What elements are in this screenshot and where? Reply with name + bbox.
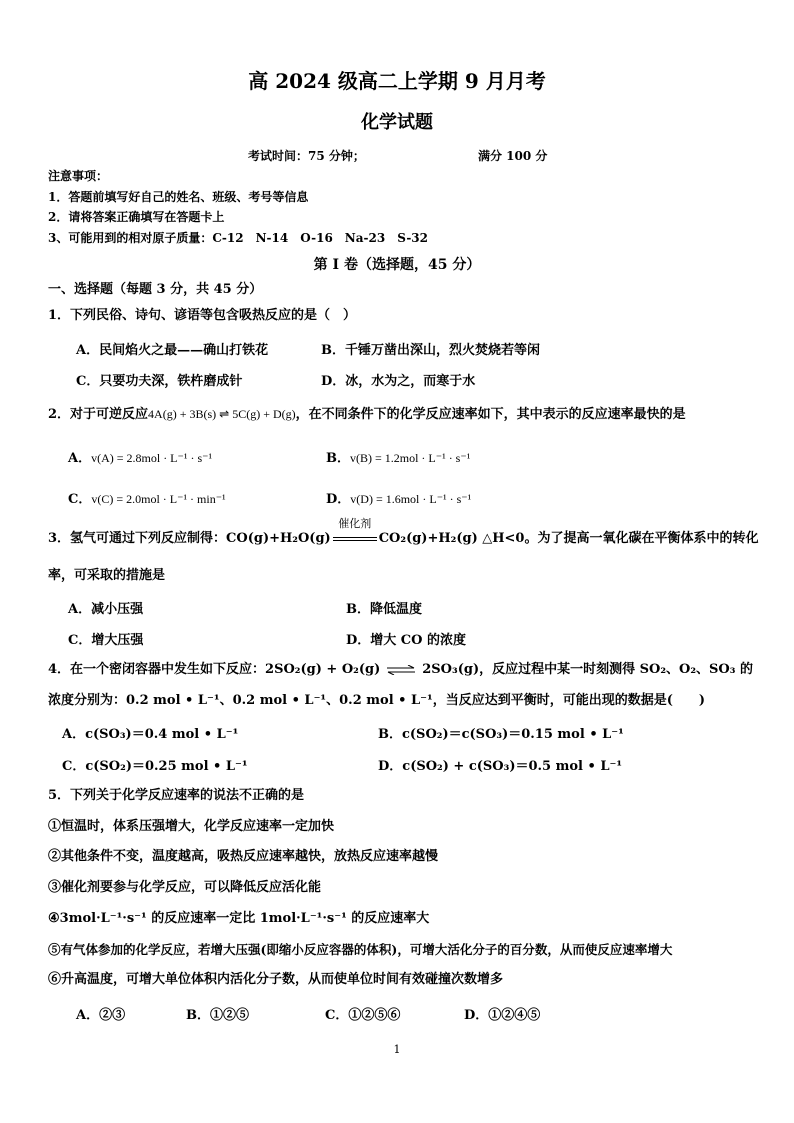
notes-item-3: 3、可能用到的相对原子质量：C-12 N-14 O-16 Na-23 S-32 [48,231,429,245]
q1-stem: 1．下列民俗、诗句、谚语等包含吸热反应的是（ ） [48,308,357,323]
q5-statement-4: ④3mol·L⁻¹·s⁻¹ 的反应速率一定比 1mol·L⁻¹·s⁻¹ 的反应速率大 [48,911,430,926]
q4-option-d: D．c(SO₂) + c(SO₃)＝0.5 mol • L⁻¹ [378,759,623,774]
q5-option-b: B．①②⑤ [186,1008,249,1023]
catalyst-label: 催化剂 [338,517,372,530]
q5-statement-5: ⑤有气体参加的化学反应，若增大压强(即缩小反应容器的体积)，可增大活化分子的百分数，从而使反应速率增大 [48,942,673,957]
q3-option-b: B．降低温度 [346,602,422,617]
q2-option-c-label: C． [68,492,92,507]
q5-stem: 5．下列关于化学反应速率的说法不正确的是 [48,788,305,803]
q2-option-c [68,488,226,507]
q3-stem-line2: 率，可采取的措施是 [48,568,166,583]
section-heading: 一、选择题（每题 3 分，共 45 分） [48,282,263,297]
q5-statement-2: ②其他条件不变，温度越高，吸热反应速率越快，放热反应速率越慢 [48,849,439,864]
q4-option-c: C．c(SO₂)＝0.25 mol • L⁻¹ [62,759,248,774]
exam-title: 高 2024 级高二上学期 9 月月考 [248,69,546,93]
q2-reaction: 4A(g) + 3B(s) ⇌ 5C(g) + D(g) [148,407,296,421]
q3-stem-pre: 3．氢气可通过下列反应制得：CO(g)+H₂O(g) [48,531,331,546]
q2-stem-pre: 2．对于可逆反应 [48,407,149,422]
q3-option-d: D．增大 CO 的浓度 [346,633,466,648]
q5-option-d: D．①②④⑤ [464,1008,541,1023]
q2-option-b [326,447,470,466]
q5-statement-6: ⑥升高温度，可增大单位体积内活化分子数，从而使单位时间有效碰撞次数增多 [48,972,504,987]
q2-option-a-value: v(A) = 2.8mol · L⁻¹ · s⁻¹ [91,451,213,465]
q4-stem-pre: 4．在一个密闭容器中发生如下反应：2SO₂(g) + O₂(g) [48,662,381,677]
q2-option-c-value: v(C) = 2.0mol · L⁻¹ · min⁻¹ [91,492,226,506]
q5-statement-1: ①恒温时，体系压强增大，化学反应速率一定加快 [48,819,335,834]
q3-option-a: A．减小压强 [68,602,144,617]
catalyst-arrow [333,517,377,548]
q5-statement-3: ③催化剂要参与化学反应，可以降低反应活化能 [48,880,322,895]
q3-option-c: C．增大压强 [68,633,144,648]
q2-option-b-value: v(B) = 1.2mol · L⁻¹ · s⁻¹ [350,451,471,465]
q5-option-a: A．②③ [76,1008,126,1023]
q4-option-a: A．c(SO₃)＝0.4 mol • L⁻¹ [62,727,239,742]
q2-option-d [326,488,471,507]
q1-option-c: C．只要功夫深，铁杵磨成针 [76,374,243,389]
q2-option-d-label: D． [326,492,351,507]
notes-item-2: 2．请将答案正确填写在答题卡上 [48,210,225,224]
q2-option-b-label: B． [326,451,350,466]
q2-option-d-value: v(D) = 1.6mol · L⁻¹ · s⁻¹ [350,492,472,506]
exam-subtitle: 化学试题 [361,112,433,133]
q2-option-a [68,447,212,466]
exam-time: 考试时间：75 分钟； [248,149,365,163]
q1-option-b: B．千锤万凿出深山，烈火焚烧若等闲 [321,343,540,358]
part1-heading: 第 I 卷（选择题，45 分） [313,257,481,273]
q1-option-d: D．冰，水为之，而寒于水 [321,374,476,389]
q4-stem-post: 2SO₃(g)，反应过程中某一时刻测得 SO₂、O₂、SO₃ 的 [422,662,753,677]
page-number: 1 [393,1043,401,1056]
q5-option-c: C．①②⑤⑥ [325,1008,401,1023]
q4-stem-line2: 浓度分别为：0.2 mol • L⁻¹、0.2 mol • L⁻¹、0.2 mol • L⁻¹，当反应达到平衡时，可能出现的数据是( ) [48,693,705,708]
equilibrium-arrow-icon [386,665,416,675]
q4-stem [48,661,753,679]
q1-option-a: A．民间焰火之最——确山打铁花 [76,343,269,358]
q2-option-a-label: A． [68,451,92,466]
notes-item-1: 1．答题前填写好自己的姓名、班级、考号等信息 [48,190,309,204]
notes-heading: 注意事项： [48,169,109,183]
q2-stem-post: ，在不同条件下的化学反应速率如下，其中表示的反应速率最快的是 [295,407,686,422]
equals-sign [333,537,377,541]
q3-stem [48,517,759,548]
full-score: 满分 100 分 [478,149,548,163]
q2-stem [48,405,686,424]
q3-stem-post: CO₂(g)+H₂(g) △H<0。为了提高一氧化碳在平衡体系中的转化 [378,531,759,546]
q4-option-b: B．c(SO₂)＝c(SO₃)＝0.15 mol • L⁻¹ [378,727,624,742]
